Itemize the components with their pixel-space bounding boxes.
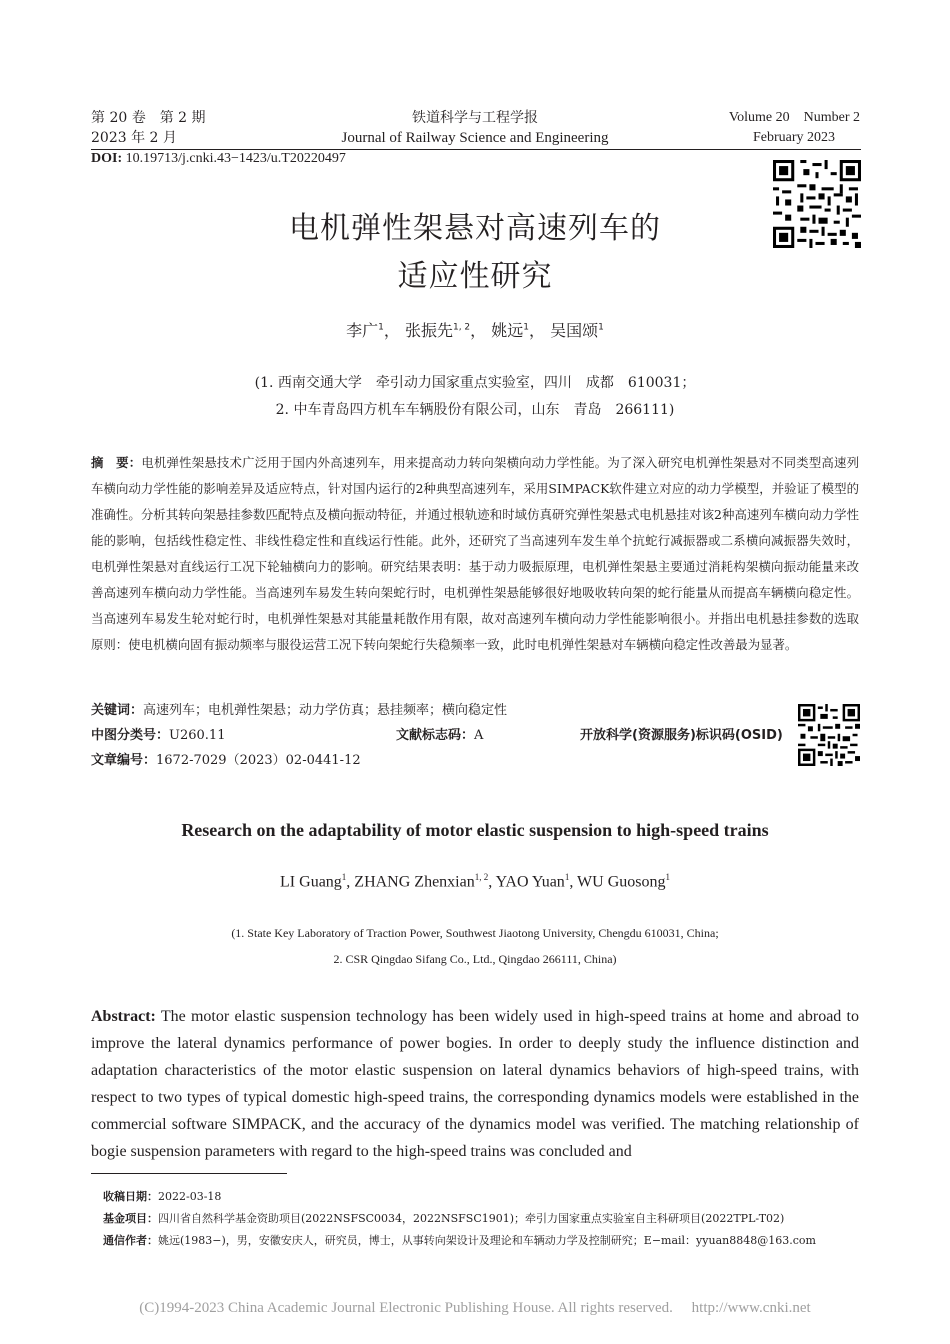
doi[interactable]: DOI: 10.19713/j.cnki.43−1423/u.T20220497: [91, 151, 346, 166]
date-cn: 2023 年 2 月: [91, 130, 177, 146]
title-cn-line-2: 适应性研究: [397, 259, 553, 294]
date-en: February 2023: [752, 130, 835, 145]
title-cn-line-1: 电机弹性架悬对高速列车的: [289, 211, 661, 246]
affiliation-cn-2: 2. 中车青岛四方机车车辆股份有限公司，山东 青岛 266111): [275, 402, 675, 418]
journal-title-cn: 铁道科学与工程学报: [412, 110, 538, 126]
title-en: Research on the adaptability of motor elastic suspension to high-speed trains: [181, 820, 769, 840]
abstract-cn: 摘 要：电机弹性架悬技术广泛用于国内外高速列车，用来提高动力转向架横向动力学性能。为了深入研究电机弹性架悬对不同类型高速列车横向动力学性能的影响差异及适应特点，针对国内运行的2种典型高速列车，采用SIMPACK软件建立对应的动力学模型，并验证了模型的准确性。分析其转向架悬挂参数匹配特点及横向振动特征，并通过根轨迹和时域仿真研究弹性架悬式电机悬挂对该2种高速列车横向动力学性能的影响，包括线性稳定性、非线性稳定性和直线运行性能。此外，还研究了当高速列车发生单个抗蛇行减振器或二系横向减振器失效时，电机弹性架悬对直线运行工况下轮轴横向力的影响。研究结果表明：基于动力吸振原理，电机弹性架悬主要通过消耗构架横向振动能量来改善高速列车横向动力学性能。当高速列车易发生转向架蛇行时，电机弹性架悬能够很好地吸收转向架的蛇行能量从而提高车辆横向稳定性。当高速列车易发生轮对蛇行时，电机弹性架悬对其能量耗散作用有限，故对高速列车横向动力学性能影响很小。并指出电机悬挂参数的选取原则：使电机横向固有振动频率与服役运营工况下转向架蛇行失稳频率一致，此时电机弹性架悬对车辆横向稳定性改善最为显著。: [91, 455, 860, 652]
authors-en: LI Guang$^1$, ZHANG Zhenxian$^{1, 2}$, YAO Yuan$^1$, WU Guosong$^1$: [280, 872, 670, 891]
volume-en: Volume 20 Number 2: [728, 110, 860, 125]
volume-cn: 第 20 卷 第 2 期: [91, 110, 206, 126]
fund-project: 基金项目：四川省自然科学基金资助项目(2022NSFSC0034，2022NSFSC1901)；牵引力国家重点实验室自主科研项目(2022TPL-T02): [103, 1212, 785, 1225]
keywords: 关键词：高速列车；电机弹性架悬；动力学仿真；悬挂频率；横向稳定性: [91, 703, 508, 718]
affiliation-en-1: (1. State Key Laboratory of Traction Power, Southwest Jiaotong University, Chengdu 610031, China;: [231, 926, 719, 940]
osid-label: 开放科学(资源服务)标识码(OSID): [580, 728, 783, 743]
journal-title-en: Journal of Railway Science and Engineering: [341, 130, 609, 146]
copyright-watermark: (C)1994-2023 China Academic Journal Electronic Publishing House. All rights reserved. http://www.cnki.net: [139, 1300, 811, 1316]
header-rule: [91, 149, 861, 150]
received-date: 收稿日期：2022-03-18: [103, 1190, 222, 1203]
osid-qr-code-icon[interactable]: [798, 704, 860, 766]
abstract-en: Abstract: The motor elastic suspension technology has been widely used in high-speed trains at home and abroad to improve the lateral dynamics performance of power bogies. In order to deeply study the influence distinction and adaptation characteristics of the motor elastic suspension on lateral dynamics behaviors of high-speed trains, with respect to two types of typical domestic high-speed trains, the corresponding dynamics models were established in the commercial software SIMPACK, and the accuracy of the dynamics model was verified. The matching relationship of bogie suspension parameters with regard to the high-speed trains was concluded and: [91, 1008, 859, 1160]
footnote-rule: [91, 1173, 287, 1174]
corresponding-author: 通信作者：姚远(1983−)，男，安徽安庆人，研究员，博士，从事转向架设计及理论和车辆动力学及控制研究；E−mail：yyuan8848@163.com: [103, 1234, 816, 1247]
article-number: 文章编号：1672-7029（2023）02-0441-12: [91, 753, 361, 768]
affiliation-cn-1: (1. 西南交通大学 牵引动力国家重点实验室，四川 成都 610031；: [254, 375, 696, 391]
affiliation-en-2: 2. CSR Qingdao Sifang Co., Ltd., Qingdao 266111, China): [333, 952, 617, 966]
document-code: 文献标志码：A: [396, 728, 484, 743]
clc-number: 中图分类号：U260.11: [91, 728, 226, 743]
authors-cn: 李广$^1$， 张振先$^{1, 2}$， 姚远$^1$， 吴国颂$^1$: [346, 321, 604, 340]
